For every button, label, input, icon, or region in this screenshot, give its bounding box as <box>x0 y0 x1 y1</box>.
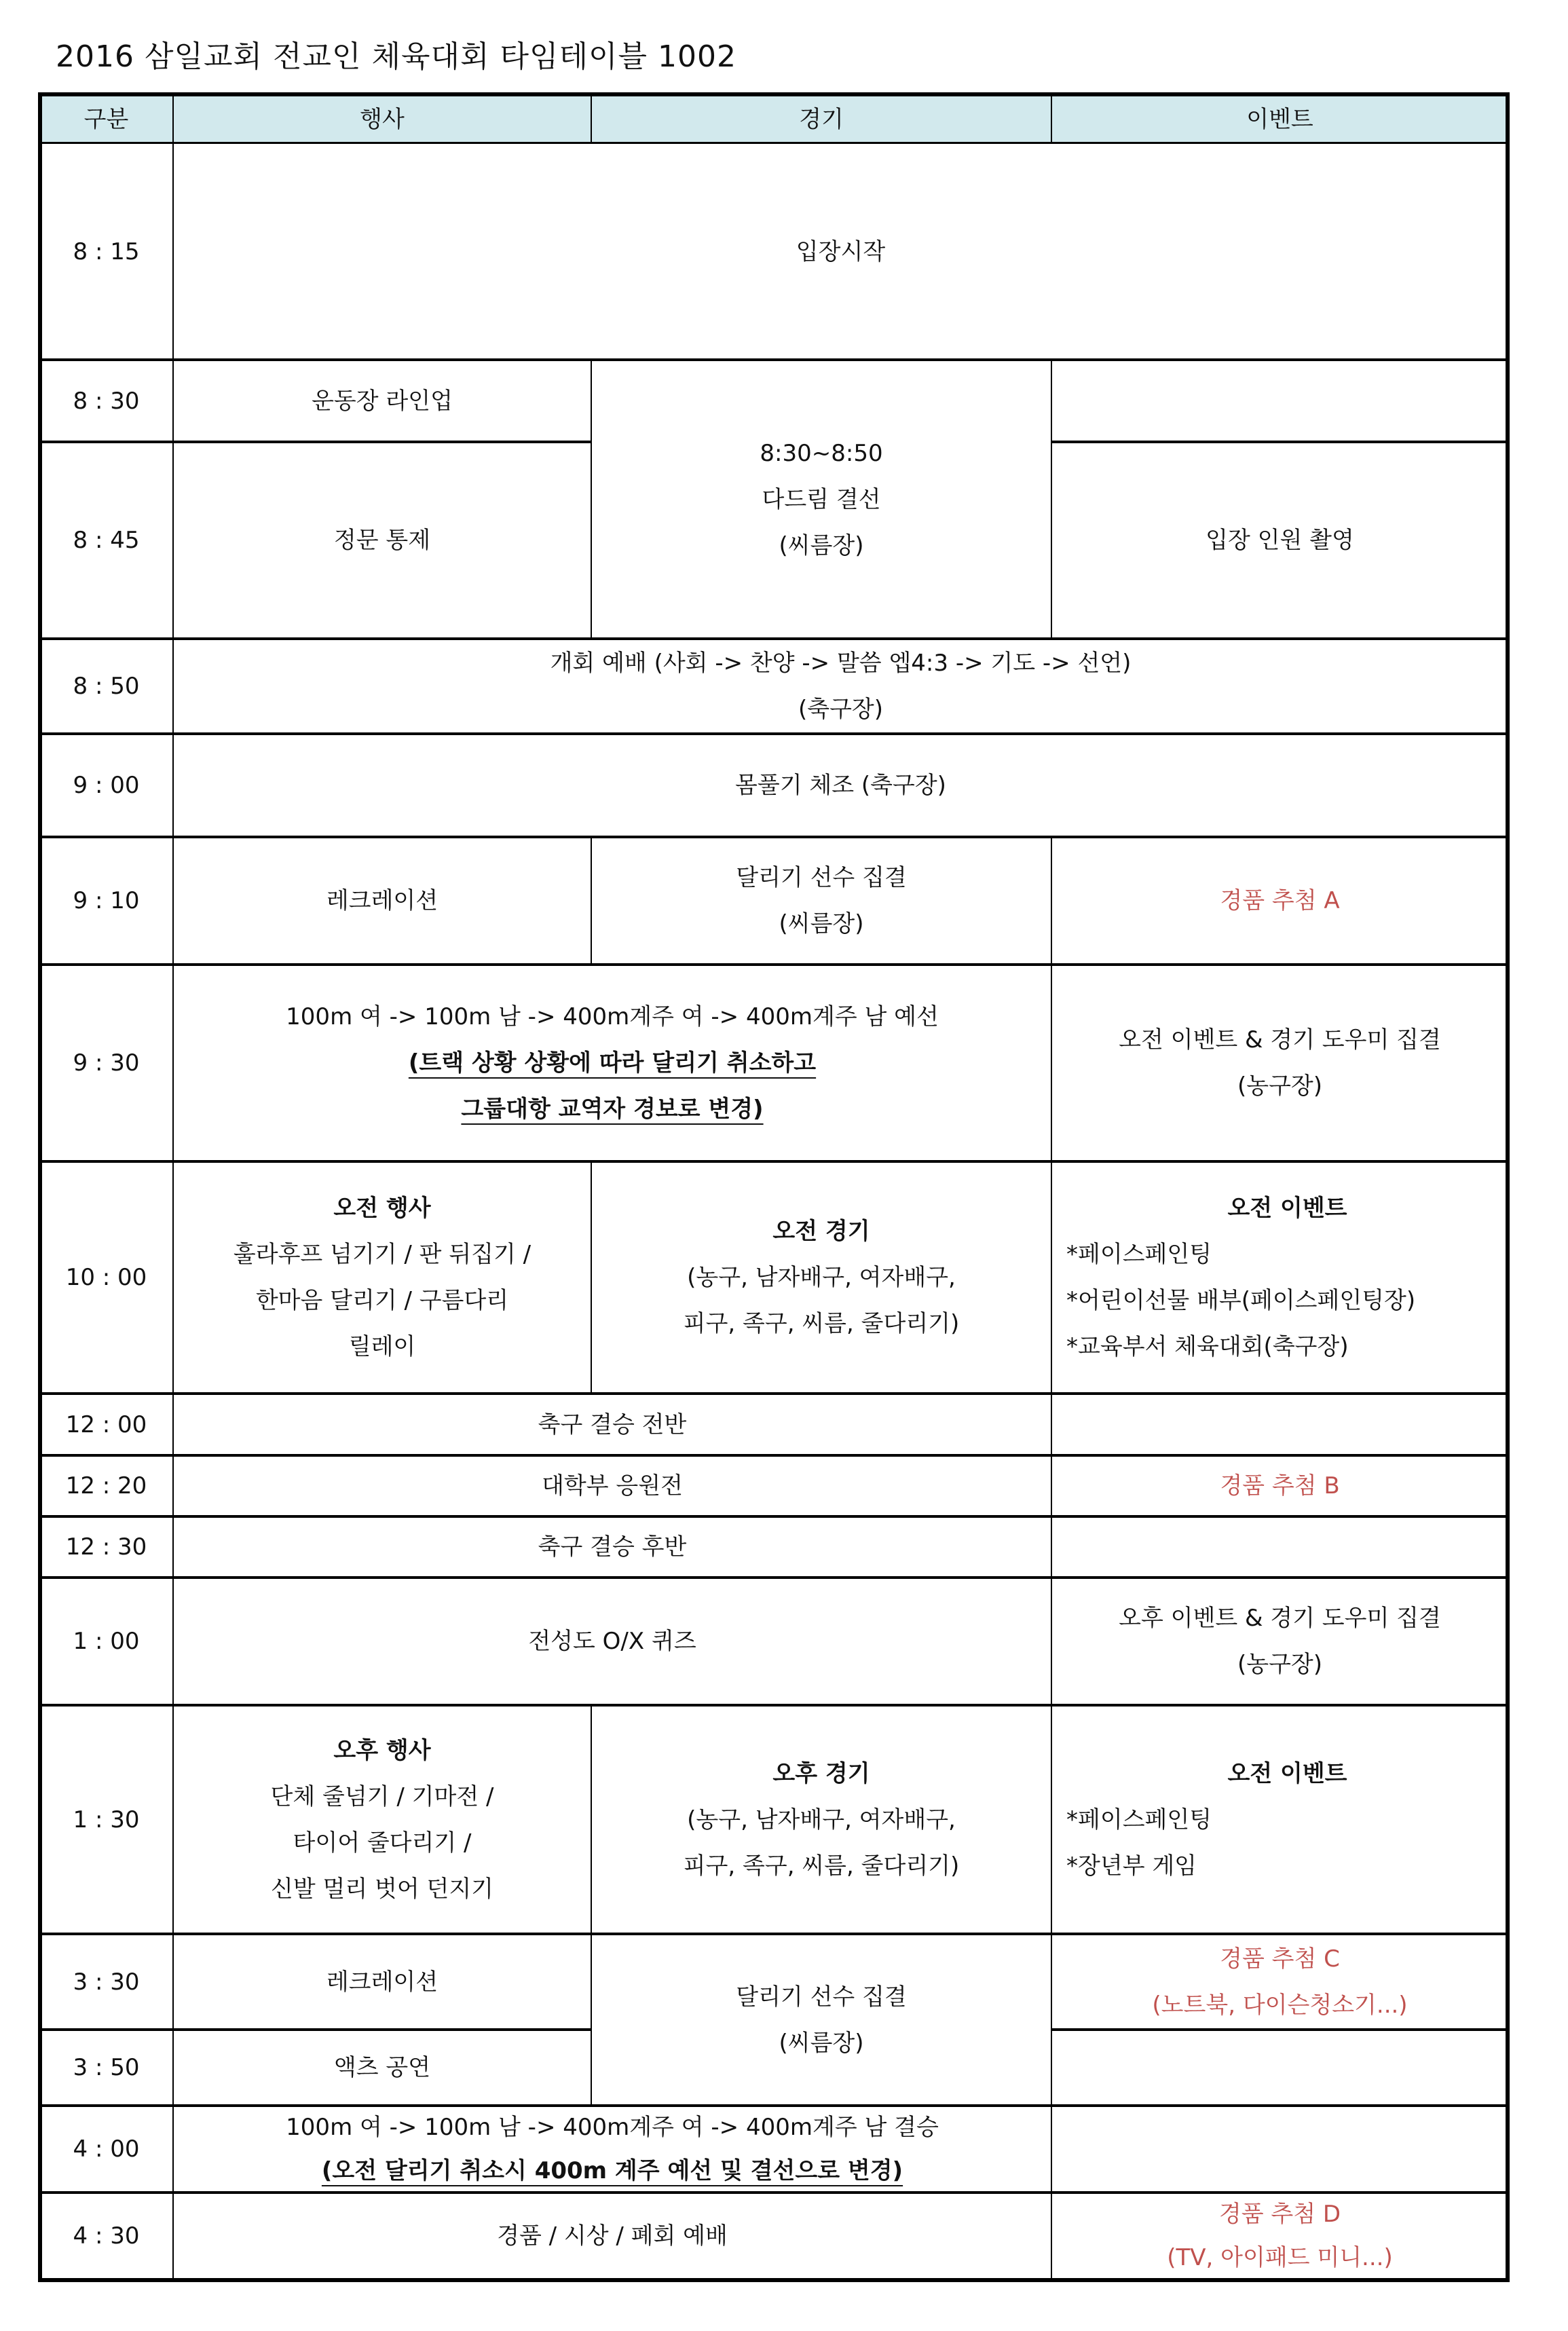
time-label: 12 : 00 <box>65 1411 147 1438</box>
special-list-item: *페이스페인팅 <box>1066 1241 1212 1268</box>
header-time-label: 구분 <box>83 105 129 133</box>
game-heading: 오후 경기 <box>772 1759 870 1787</box>
row-divider <box>38 2104 1510 2107</box>
time-label: 3 : 30 <box>73 1968 140 1996</box>
prize-list-text: (노트북, 다이슨청소기...) <box>1152 1991 1408 2019</box>
col-divider-time <box>172 92 174 2282</box>
col-divider-game-special <box>1051 837 1052 2279</box>
special-list-item: *장년부 게임 <box>1066 1852 1197 1880</box>
col-divider-event-game <box>591 837 592 965</box>
row-0330-special <box>1051 1934 1508 2030</box>
special-list-item: *교육부서 체육대회(축구장) <box>1066 1333 1349 1360</box>
row-divider <box>38 1515 1510 1518</box>
row-divider <box>38 2028 591 2031</box>
game-text: 피구, 족구, 씨름, 줄다리기) <box>683 1852 960 1880</box>
time-0900 <box>39 734 173 837</box>
time-label: 1 : 00 <box>73 1628 140 1655</box>
row-0910-game <box>591 837 1051 965</box>
col-divider-event-game <box>591 360 592 639</box>
time-label: 1 : 30 <box>73 1806 140 1833</box>
row-divider <box>38 358 1510 361</box>
table-border-top <box>38 92 1510 96</box>
row-0430-event-game <box>173 2193 1051 2279</box>
game-location: (씨름장) <box>779 532 864 559</box>
event-text: 레크레이션 <box>326 1968 438 1996</box>
row-0350-event <box>173 2030 591 2106</box>
time-label: 8 : 50 <box>73 673 140 700</box>
row-divider <box>38 637 1510 640</box>
event-text: 정문 통제 <box>333 527 431 554</box>
race-note-text: (오전 달리기 취소시 400m 계주 예선 및 결선으로 변경) <box>321 2157 903 2184</box>
row-0350-special <box>1051 2030 1508 2106</box>
row-0845-special <box>1051 442 1508 639</box>
row-0130-special <box>1051 1705 1508 1934</box>
merged-text: 입장시작 <box>796 238 886 265</box>
special-location: (농구장) <box>1237 1651 1323 1678</box>
col-divider-game-special <box>1051 360 1052 639</box>
event-text: 액츠 공연 <box>333 2054 431 2081</box>
row-divider <box>38 1704 1510 1707</box>
row-1000-game <box>591 1161 1051 1394</box>
event-text: 단체 줄넘기 / 기마전 / <box>270 1783 494 1810</box>
row-0815-merged <box>173 143 1508 360</box>
time-label: 4 : 00 <box>73 2136 140 2163</box>
prize-draw-text: 경품 추첨 B <box>1220 1472 1340 1499</box>
time-0130 <box>39 1705 173 1934</box>
time-0850 <box>39 639 173 734</box>
row-divider <box>38 1160 1510 1163</box>
row-0400-special <box>1051 2106 1508 2193</box>
prize-draw-text: 경품 추첨 A <box>1220 887 1340 914</box>
row-0930-event-game <box>173 965 1051 1161</box>
special-text: 입장 인원 촬영 <box>1206 527 1354 554</box>
row-0100-special <box>1051 1578 1508 1705</box>
time-label: 9 : 10 <box>73 887 140 914</box>
header-time <box>39 95 173 143</box>
row-0130-game <box>591 1705 1051 1934</box>
prize-draw-text: 경품 추첨 D <box>1218 2201 1341 2228</box>
event-text: 운동장 라인업 <box>312 387 453 415</box>
row-0910-special <box>1051 837 1508 965</box>
time-0930 <box>39 965 173 1161</box>
event-text: 훌라후프 넘기기 / 판 뒤집기 / <box>233 1241 531 1268</box>
game-text: (농구, 남자배구, 여자배구, <box>687 1806 956 1833</box>
time-1200 <box>39 1394 173 1455</box>
time-1220 <box>39 1455 173 1516</box>
time-label: 4 : 30 <box>73 2222 140 2250</box>
time-label: 8 : 45 <box>73 527 140 554</box>
special-location: (농구장) <box>1237 1073 1323 1100</box>
race-note-text: 그룹대항 교역자 경보로 변경) <box>461 1096 764 1123</box>
game-text: 달리기 선수 집결 <box>736 864 907 891</box>
time-0815 <box>39 143 173 360</box>
row-1220-special <box>1051 1455 1508 1516</box>
row-1220-event-game <box>173 1455 1051 1516</box>
page-title: 2016 삼일교회 전교인 체육대회 타임테이블 1002 <box>56 39 736 74</box>
header-game-label: 경기 <box>799 105 844 133</box>
game-text: 8:30~8:50 <box>760 439 883 467</box>
col-divider-event-game <box>591 1705 592 2106</box>
time-label: 9 : 30 <box>73 1049 140 1077</box>
row-0830-0845-game <box>591 360 1051 639</box>
row-0850-merged <box>173 639 1508 734</box>
table-border-bottom <box>38 2278 1510 2282</box>
race-order-text: 100m 여 -> 100m 남 -> 400m계주 여 -> 400m계주 남 결승 <box>286 2114 939 2141</box>
event-text: 릴레이 <box>348 1333 416 1360</box>
row-divider <box>38 2191 1510 2194</box>
time-label: 12 : 30 <box>65 1533 147 1561</box>
time-0430 <box>39 2193 173 2279</box>
row-divider <box>38 142 1510 144</box>
time-0100 <box>39 1578 173 1705</box>
game-text: (농구, 남자배구, 여자배구, <box>687 1264 956 1291</box>
row-divider <box>38 1576 1510 1579</box>
special-heading: 오전 이벤트 <box>1227 1759 1347 1787</box>
col-divider-event-game <box>591 92 592 143</box>
col-divider-event-game <box>591 1161 592 1394</box>
row-divider <box>1051 2028 1510 2031</box>
merged-text: 축구 결승 전반 <box>538 1411 687 1438</box>
time-0400 <box>39 2106 173 2193</box>
row-0830-special <box>1051 360 1508 442</box>
row-0845-event <box>173 442 591 639</box>
table-border-left <box>38 92 42 2282</box>
header-event <box>173 95 591 143</box>
event-text: 신발 멀리 벗어 던지기 <box>270 1875 494 1903</box>
game-heading: 오전 경기 <box>772 1218 870 1245</box>
row-0930-special <box>1051 965 1508 1161</box>
time-0830 <box>39 360 173 442</box>
event-text: 한마음 달리기 / 구름다리 <box>255 1287 509 1314</box>
row-divider <box>38 1392 1510 1395</box>
row-divider <box>38 732 1510 735</box>
row-0400-event-game <box>173 2106 1051 2193</box>
header-special-label: 이벤트 <box>1246 105 1313 133</box>
time-label: 8 : 30 <box>73 387 140 415</box>
race-order-text: 100m 여 -> 100m 남 -> 400m계주 여 -> 400m계주 남 예선 <box>286 1003 939 1030</box>
col-divider-game-special <box>1051 92 1052 143</box>
time-label: 9 : 00 <box>73 772 140 799</box>
game-text: 피구, 족구, 씨름, 줄다리기) <box>683 1310 960 1337</box>
merged-text: 경품 / 시상 / 폐회 예배 <box>497 2222 728 2250</box>
row-1000-event <box>173 1161 591 1394</box>
merged-text: 대학부 응원전 <box>542 1472 683 1499</box>
merged-text: 몸풀기 체조 (축구장) <box>735 772 946 799</box>
row-0830-event <box>173 360 591 442</box>
row-0430-special <box>1051 2193 1508 2279</box>
event-text: 레크레이션 <box>326 887 438 914</box>
game-text: 다드림 결선 <box>762 485 881 513</box>
time-label: 12 : 20 <box>65 1472 147 1499</box>
header-game <box>591 95 1051 143</box>
row-1200-special <box>1051 1394 1508 1455</box>
time-label: 3 : 50 <box>73 2054 140 2081</box>
game-text: 달리기 선수 집결 <box>736 1983 907 2011</box>
special-text: 오전 이벤트 & 경기 도우미 집결 <box>1119 1026 1441 1053</box>
header-special <box>1051 95 1508 143</box>
game-location: (씨름장) <box>779 910 864 937</box>
time-label: 10 : 00 <box>65 1264 147 1291</box>
time-1000 <box>39 1161 173 1394</box>
merged-text: 개회 예배 (사회 -> 찬양 -> 말씀 엡4:3 -> 기도 -> 선언) <box>550 650 1132 677</box>
row-0100-event-game <box>173 1578 1051 1705</box>
special-list-item: *페이스페인팅 <box>1066 1806 1212 1833</box>
row-1230-event-game <box>173 1516 1051 1578</box>
row-divider <box>38 963 1510 966</box>
event-heading: 오후 행사 <box>333 1736 431 1764</box>
row-1230-special <box>1051 1516 1508 1578</box>
row-divider <box>38 836 1510 838</box>
race-note-text: (트랙 상황 상황에 따라 달리기 취소하고 <box>408 1049 817 1077</box>
row-0130-event <box>173 1705 591 1934</box>
merged-text: 전성도 O/X 퀴즈 <box>528 1628 696 1655</box>
row-divider <box>38 1454 1510 1457</box>
prize-draw-text: 경품 추첨 C <box>1220 1945 1340 1973</box>
row-divider <box>1051 441 1510 443</box>
prize-list-text: (TV, 아이패드 미니...) <box>1167 2244 1393 2271</box>
merged-location: (축구장) <box>798 696 884 723</box>
time-0845 <box>39 442 173 639</box>
game-location: (씨름장) <box>779 2029 864 2057</box>
event-heading: 오전 행사 <box>333 1195 431 1222</box>
time-label: 8 : 15 <box>73 238 140 265</box>
time-0910 <box>39 837 173 965</box>
row-0330-event <box>173 1934 591 2030</box>
special-list-item: *어린이선물 배부(페이스페인팅장) <box>1066 1287 1416 1314</box>
special-heading: 오전 이벤트 <box>1227 1195 1347 1222</box>
row-divider <box>38 1933 1510 1935</box>
table-border-right <box>1506 92 1510 2282</box>
row-0910-event <box>173 837 591 965</box>
time-1230 <box>39 1516 173 1578</box>
row-1200-event-game <box>173 1394 1051 1455</box>
time-0350 <box>39 2030 173 2106</box>
row-divider <box>38 441 591 443</box>
row-0330-0350-game <box>591 1934 1051 2106</box>
time-0330 <box>39 1934 173 2030</box>
event-text: 타이어 줄다리기 / <box>293 1829 472 1857</box>
header-event-label: 행사 <box>360 105 405 133</box>
row-1000-special <box>1051 1161 1508 1394</box>
merged-text: 축구 결승 후반 <box>538 1533 687 1561</box>
special-text: 오후 이벤트 & 경기 도우미 집결 <box>1119 1605 1441 1632</box>
row-0900-merged <box>173 734 1508 837</box>
